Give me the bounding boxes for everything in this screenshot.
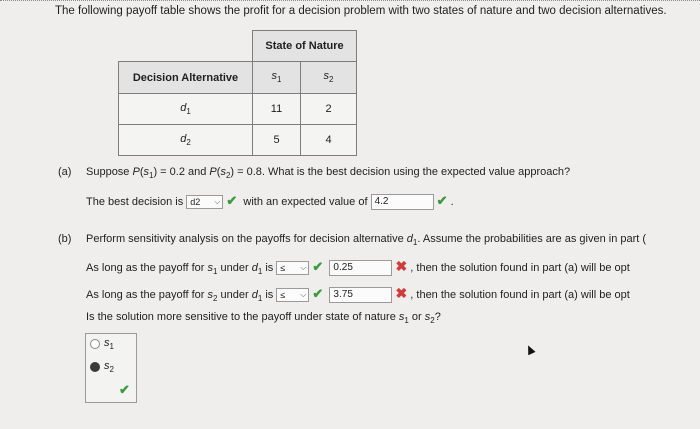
check-icon: ✔ [119, 382, 130, 397]
check-icon: ✔ [226, 193, 238, 208]
expected-value-input[interactable]: 4.2 [371, 194, 434, 210]
best-decision-label: The best decision is [86, 196, 184, 208]
part-a-label: (a) [58, 166, 72, 178]
best-decision-value: d2 [190, 197, 201, 208]
sensitivity-line-s2: As long as the payoff for $s_2$ under $d_1$ is ≤ ⌵ ✔ 3.75 ✖ , then the solution found in part (a) will be opt [86, 285, 630, 304]
intro-text: The following payoff table shows the profit for a decision problem with two states of nature and two decision alternatives. [55, 5, 667, 17]
expected-value-label: with an expected value of [243, 196, 368, 208]
row-label-d1: $d_1$ [119, 94, 253, 125]
state-of-nature-header: State of Nature [253, 31, 357, 62]
part-b-question: Perform sensitivity analysis on the payoffs for decision alternative $d_1$. Assume the probabilities are as given in part ( [86, 233, 647, 248]
sensitivity-question: Is the solution more sensitive to the payoff under state of nature $s_1$ or $s_2$? [86, 311, 441, 326]
part-b-label: (b) [58, 233, 72, 245]
cell-d2-s1: 5 [253, 125, 301, 156]
radio-s1[interactable] [90, 339, 100, 349]
radio-s2-label: $s_2$ [104, 360, 114, 375]
cell-d2-s2: 4 [301, 125, 357, 156]
col-header-s2: $s_2$ [301, 62, 357, 94]
cross-icon: ✖ [395, 258, 408, 274]
sensitivity-line-s1: As long as the payoff for $s_1$ under $d_1$ is ≤ ⌵ ✔ 0.25 ✖ , then the solution found in part (a) will be opt [86, 258, 630, 277]
part-a-answer-line: The best decision is d2 ⌵ ✔ with an expected value of 4.2 ✔ . [86, 193, 454, 210]
cell-d1-s2: 2 [301, 94, 357, 125]
sensitivity-radio-group [85, 333, 137, 403]
check-icon: ✔ [312, 259, 324, 274]
part-a-question: Suppose $P(s_1) = 0.2$ and $P(s_2) = 0.8$. What is the best decision using the expected value approach? [86, 166, 571, 181]
s1-threshold-input[interactable]: 0.25 [329, 260, 392, 276]
check-icon: ✔ [312, 286, 324, 301]
s2-threshold-input[interactable]: 3.75 [329, 287, 392, 303]
chevron-down-icon: ⌵ [300, 263, 307, 273]
radio-s1-label: $s_1$ [104, 337, 114, 352]
cross-icon: ✖ [395, 285, 408, 301]
row-label-d2: $d_2$ [119, 125, 253, 156]
s1-conclusion-text: , then the solution found in part (a) will be opt [410, 262, 630, 274]
chevron-down-icon: ⌵ [300, 290, 307, 300]
s1-operator-select[interactable]: ≤ ⌵ [276, 261, 309, 275]
s2-operator-select[interactable]: ≤ ⌵ [276, 288, 309, 302]
payoff-table [118, 30, 357, 156]
radio-s2[interactable] [90, 362, 100, 372]
decision-alternative-header: Decision Alternative [119, 62, 253, 94]
cell-d1-s1: 11 [253, 94, 301, 125]
chevron-down-icon: ⌵ [214, 197, 221, 207]
mouse-pointer-icon [524, 344, 535, 356]
best-decision-select[interactable] [186, 195, 223, 209]
check-icon: ✔ [436, 193, 448, 208]
top-border [0, 0, 700, 1]
col-header-s1: $s_1$ [253, 62, 301, 94]
s2-conclusion-text: , then the solution found in part (a) will be opt [410, 289, 630, 301]
